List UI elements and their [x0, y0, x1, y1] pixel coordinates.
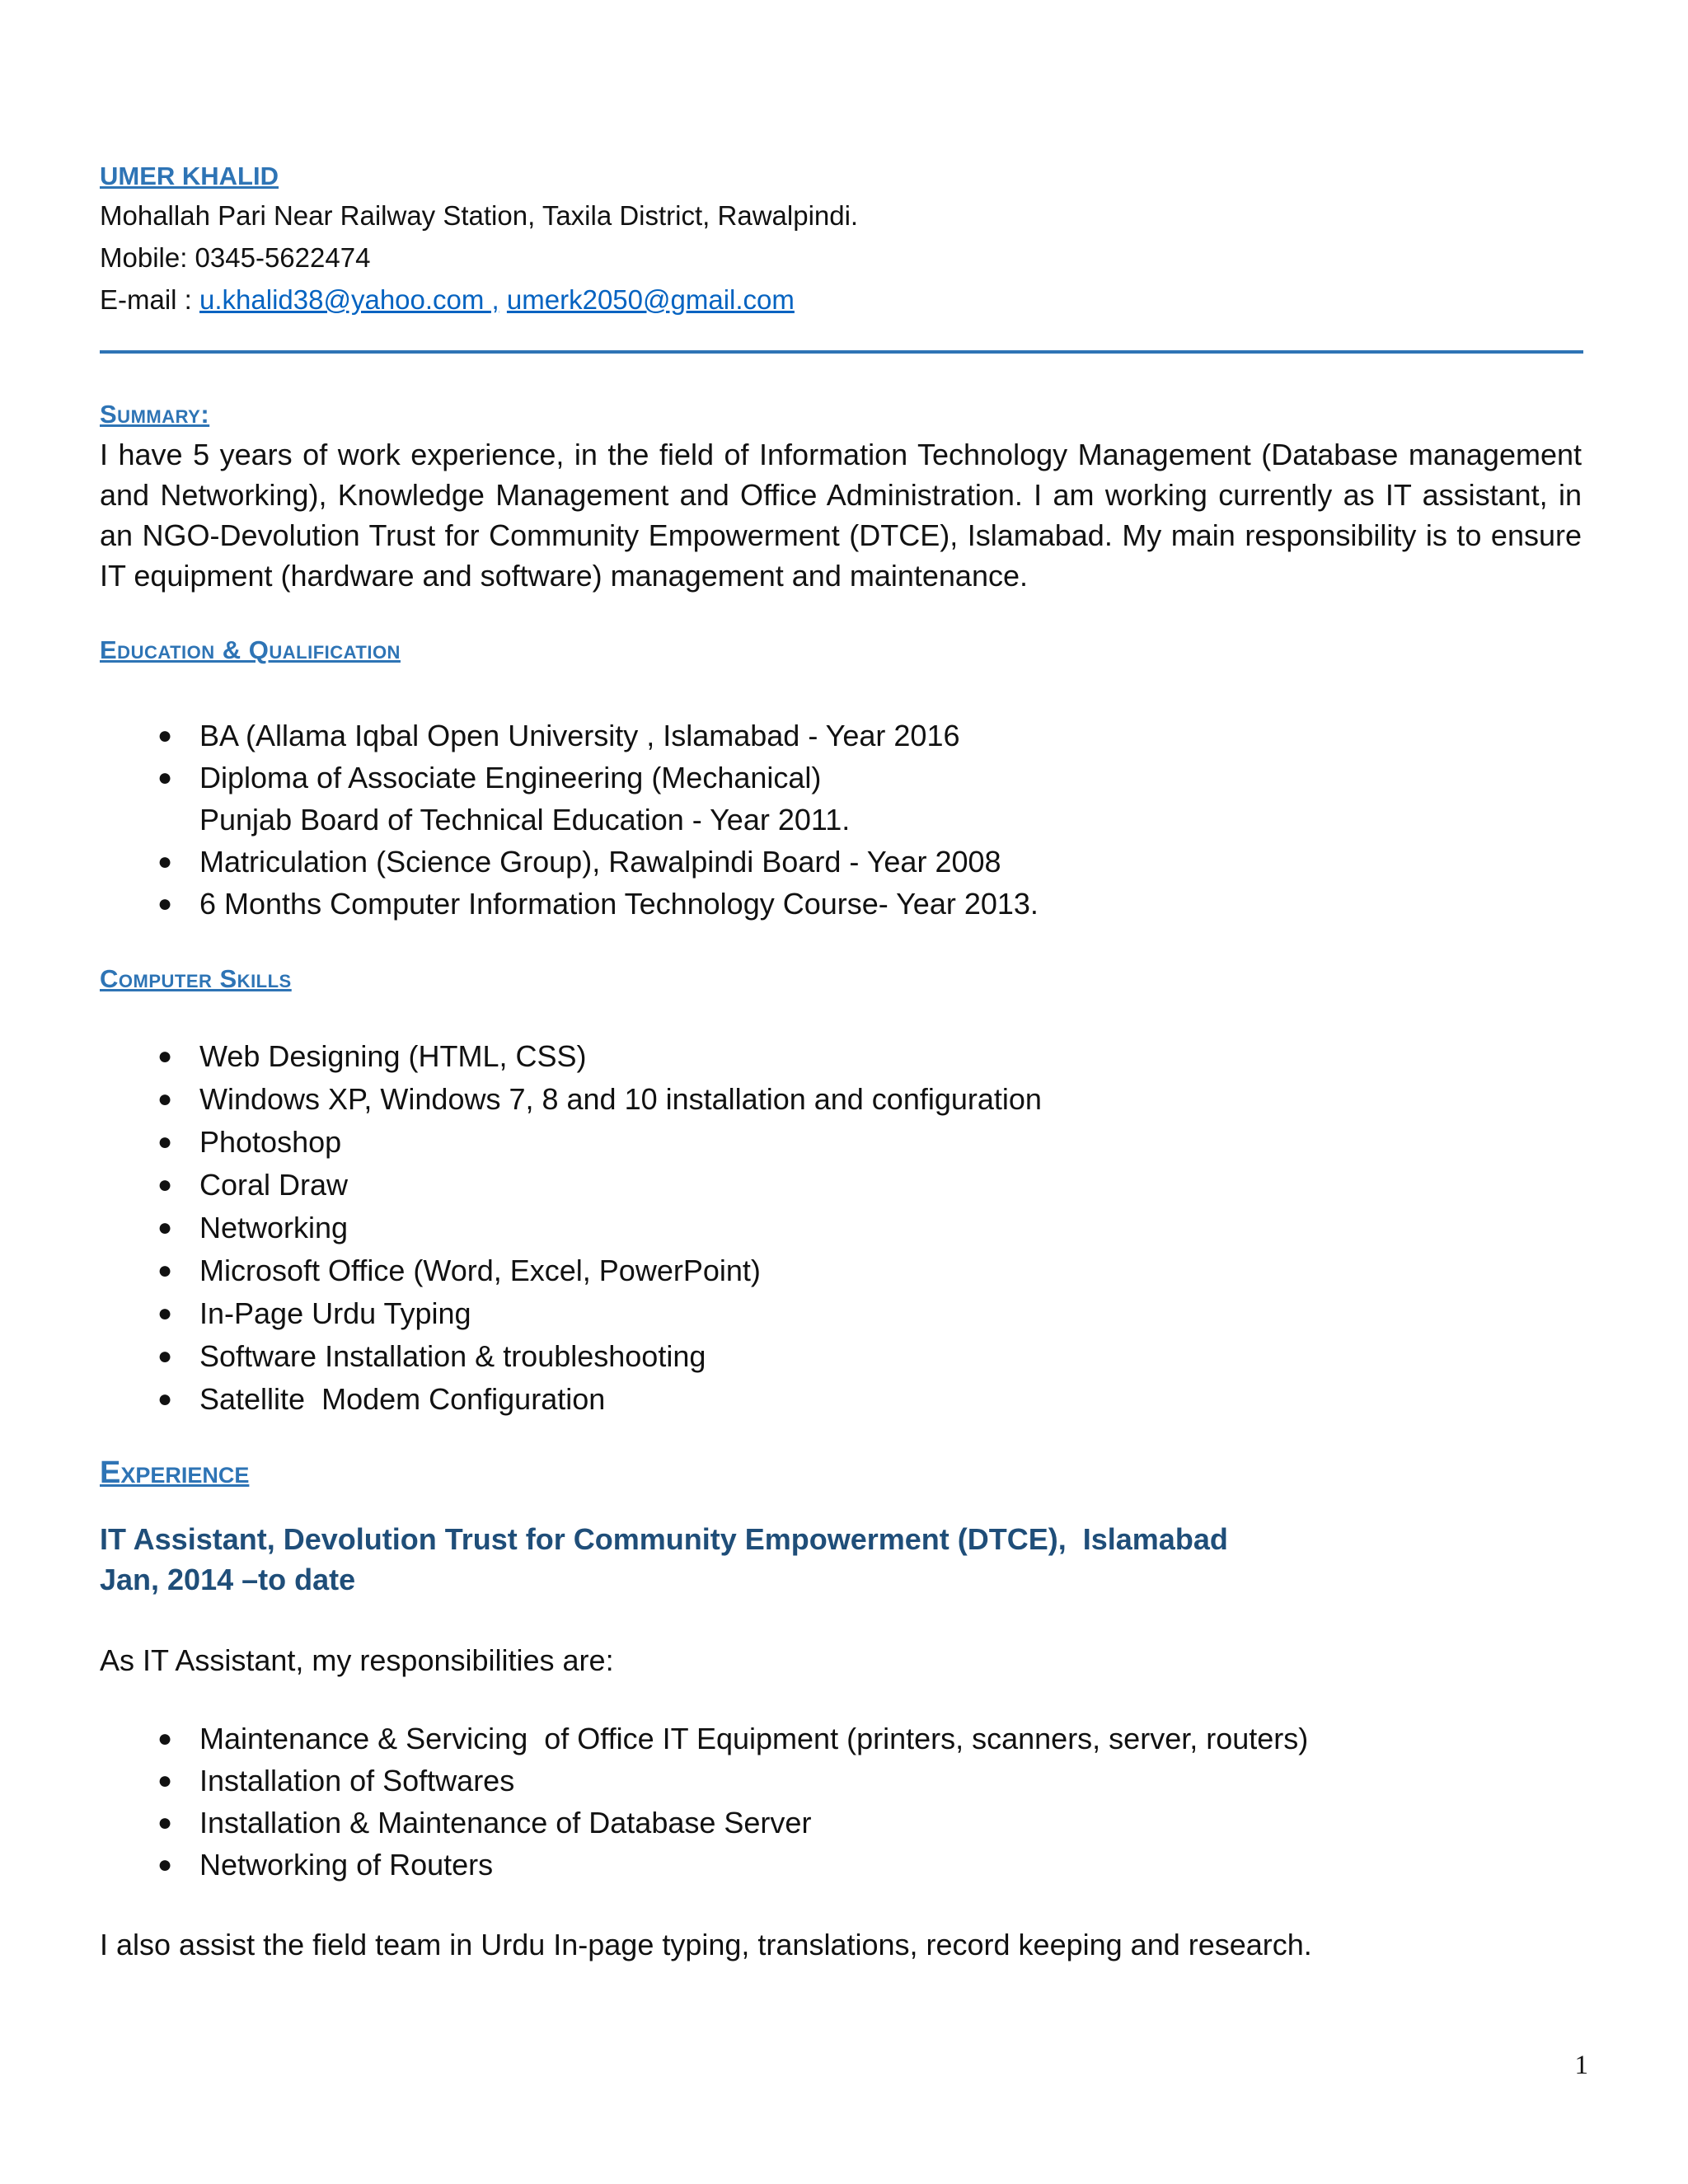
skills-heading: Computer Skills	[100, 964, 292, 993]
email-link-gmail[interactable]: umerk2050@gmail.com	[506, 284, 795, 315]
bullet-icon: ●	[157, 1725, 173, 1752]
list-item: ● Installation of Softwares	[100, 1760, 1582, 1802]
list-item: ● Matriculation (Science Group), Rawalpindi Board - Year 2008	[100, 841, 1582, 883]
list-item: ● Software Installation & troubleshooting	[100, 1335, 1582, 1378]
bullet-icon: ●	[157, 1214, 173, 1241]
list-item: ● BA (Allama Iqbal Open University , Islamabad - Year 2016	[100, 715, 1582, 757]
list-item: ● Coral Draw	[100, 1164, 1582, 1207]
bullet-icon: ●	[157, 1171, 173, 1198]
bullet-icon: ●	[157, 890, 173, 917]
list-item-continuation: Punjab Board of Technical Education - Year 2011.	[199, 803, 851, 837]
candidate-name: UMER KHALID	[100, 162, 279, 190]
job-title: IT Assistant, Devolution Trust for Community Empowerment (DTCE), Islamabad	[100, 1522, 1228, 1556]
bullet-icon: ●	[157, 848, 173, 875]
list-item: ● Maintenance & Servicing of Office IT Equipment (printers, scanners, server, routers)	[100, 1718, 1582, 1760]
list-item: ● In-Page Urdu Typing	[100, 1292, 1582, 1335]
header-divider	[100, 350, 1583, 354]
resume-content	[100, 158, 1582, 1965]
experience-heading: Experience	[100, 1455, 250, 1490]
job-dates: Jan, 2014 –to date	[100, 1563, 356, 1596]
list-item: ● Photoshop	[100, 1121, 1582, 1164]
list-item: ● Web Designing (HTML, CSS)	[100, 1035, 1582, 1078]
responsibilities-intro: As IT Assistant, my responsibilities are:	[100, 1643, 614, 1677]
mobile-line: Mobile: 0345-5622474	[100, 242, 371, 273]
bullet-icon: ●	[157, 764, 173, 791]
list-item: ● Networking	[100, 1207, 1582, 1249]
list-item: ● Installation & Maintenance of Database Server	[100, 1802, 1582, 1844]
bullet-icon: ●	[157, 1043, 173, 1070]
page-number: 1	[1574, 2050, 1588, 2080]
summary-heading: Summary:	[100, 400, 210, 429]
bullet-icon: ●	[157, 1385, 173, 1413]
summary-text: I have 5 years of work experience, in the field of Information Technology Management (Database management and Networking), Knowledge Management and Office Administration. I am working currently as IT assistant, in an NGO-Devolution Trust for Community Empowerment (DTCE), Islamabad. My main responsibility is to ensure IT equipment (hardware and software) management and maintenance.	[100, 438, 1582, 593]
bullet-icon: ●	[157, 1257, 173, 1284]
education-heading: Education & Qualification	[100, 635, 401, 664]
email-link-yahoo[interactable]: u.khalid38@yahoo.com ,	[199, 284, 499, 315]
address-line: Mohallah Pari Near Railway Station, Taxila District, Rawalpindi.	[100, 200, 859, 231]
education-list	[100, 715, 1582, 925]
bullet-icon: ●	[157, 1343, 173, 1370]
list-item: ● Windows XP, Windows 7, 8 and 10 installation and configuration	[100, 1078, 1582, 1121]
bullet-icon: ●	[157, 1300, 173, 1327]
list-item: ● Microsoft Office (Word, Excel, PowerPoint)	[100, 1249, 1582, 1292]
bullet-icon: ●	[157, 1851, 173, 1878]
email-label: E-mail :	[100, 284, 200, 315]
bullet-icon: ●	[157, 1809, 173, 1836]
list-item: ● Diploma of Associate Engineering (Mechanical) Punjab Board of Technical Education - Year 2011.	[100, 757, 1582, 841]
skills-list	[100, 1035, 1582, 1421]
responsibilities-list	[100, 1718, 1582, 1886]
experience-closing: I also assist the field team in Urdu In-page typing, translations, record keeping and research.	[100, 1928, 1312, 1961]
bullet-icon: ●	[157, 1128, 173, 1155]
bullet-icon: ●	[157, 1085, 173, 1113]
email-line	[100, 279, 1582, 321]
list-item: ● Networking of Routers	[100, 1844, 1582, 1886]
bullet-icon: ●	[157, 1767, 173, 1794]
list-item: ● 6 Months Computer Information Technology Course- Year 2013.	[100, 883, 1582, 925]
list-item: ● Satellite Modem Configuration	[100, 1378, 1582, 1421]
bullet-icon: ●	[157, 722, 173, 749]
